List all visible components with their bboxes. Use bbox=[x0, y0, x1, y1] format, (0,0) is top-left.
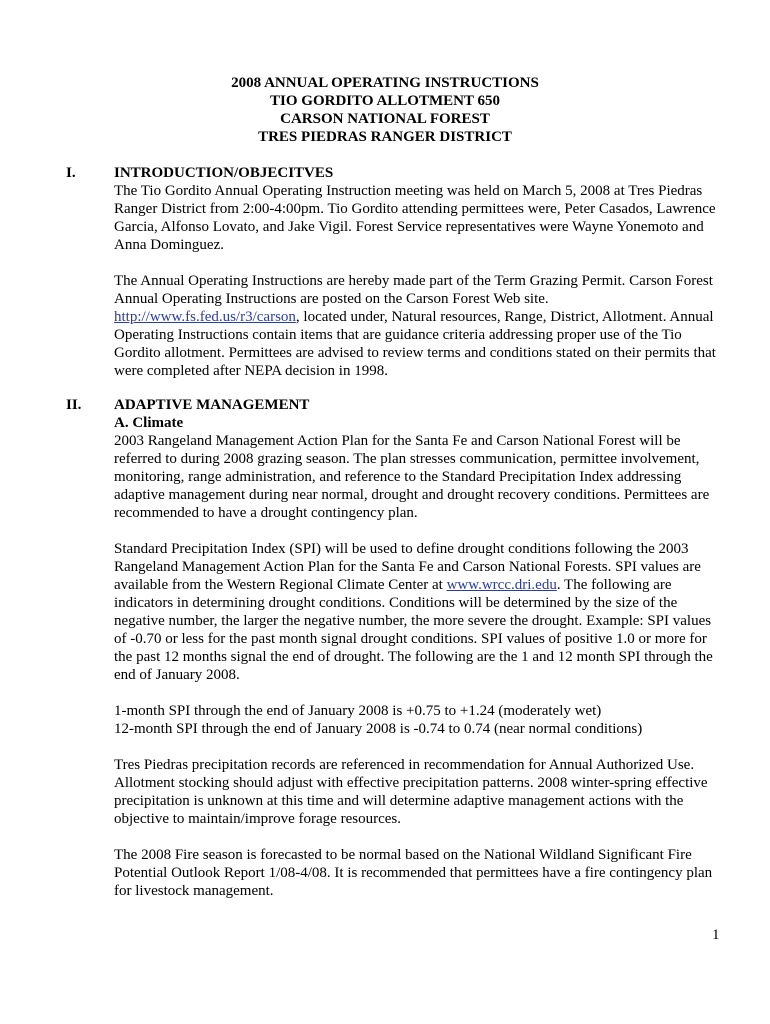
spi-12-month: 12-month SPI through the end of January 2008 is -0.74 to 0.74 (near normal conditions) bbox=[114, 721, 643, 737]
section-number: I. bbox=[66, 165, 76, 181]
intro-text-before-link: The Annual Operating Instructions are hereby made part of the Term Grazing Permit. Carson Forest Annual Operating Instructions are posted on the Carson Forest Web site. bbox=[114, 273, 713, 307]
section-number: II. bbox=[66, 397, 82, 413]
climate-paragraph-precipitation: Tres Piedras precipitation records are referenced in recommendation for Annual Authorized Use. Allotment stocking should adjust with effective precipitation patterns. 2008 winter-spring effective precipitation is unknown at this time and will determine adaptive management actions with the objective to maintain/improve forage resources. bbox=[114, 757, 708, 827]
climate-paragraph-spi bbox=[114, 540, 726, 684]
title-line-4: TRES PIEDRAS RANGER DISTRICT bbox=[258, 129, 512, 145]
title-line-3: CARSON NATIONAL FOREST bbox=[280, 111, 490, 127]
intro-paragraph-meeting: The Tio Gordito Annual Operating Instruction meeting was held on March 5, 2008 at Tres Piedras Ranger District from 2:00-4:00pm. Tio Gordito attending permittees were, Peter Casados, Lawrence Garcia, Alfonso Lovato, and Jake Vigil. Forest Service representatives were Wayne Yonemoto and Anna Dominguez. bbox=[114, 183, 716, 253]
title-line-2: TIO GORDITO ALLOTMENT 650 bbox=[270, 93, 500, 109]
section-body bbox=[114, 164, 726, 398]
subheading-climate: A. Climate bbox=[114, 415, 184, 431]
carson-forest-link[interactable]: http://www.fs.fed.us/r3/carson bbox=[114, 309, 296, 325]
page-number: 1 bbox=[712, 927, 720, 943]
climate-paragraph-plan: 2003 Rangeland Management Action Plan for the Santa Fe and Carson National Forest will be referred to during 2008 grazing season. The plan stresses communication, permittee involvement, monitoring, range administration, and reference to the Standard Precipitation Index addressing adaptive management during near normal, drought and drought recovery conditions. Permittees are recommended to have a drought contingency plan. bbox=[114, 433, 710, 521]
section-heading: INTRODUCTION/OBJECITVES bbox=[114, 165, 334, 181]
intro-text-after-link: , located under, Natural resources, Range, District, Allotment. Annual Operating Instructions contain items that are guidance criteria addressing proper use of the Tio Gordito allotment. Permittees are advised to review terms and conditions stated on their permits that were completed after NEPA decision in 1998. bbox=[114, 309, 716, 379]
climate-paragraph-fire: The 2008 Fire season is forecasted to be normal based on the National Wildland Significant Fire Potential Outlook Report 1/08-4/08. It is recommended that permittees have a fire contingency plan for livestock management. bbox=[114, 847, 713, 899]
document-title bbox=[0, 74, 770, 146]
intro-paragraph-website bbox=[114, 272, 726, 380]
spi-text-before-link: Standard Precipitation Index (SPI) will be used to define drought conditions following the 2003 Rangeland Management Action Plan for the Santa Fe and Carson National Forests. SPI values are available from the Western Regional Climate Center at bbox=[114, 541, 701, 593]
section-heading: ADAPTIVE MANAGEMENT bbox=[114, 397, 310, 413]
title-line-1: 2008 ANNUAL OPERATING INSTRUCTIONS bbox=[231, 75, 539, 91]
wrcc-link[interactable]: www.wrcc.dri.edu bbox=[446, 577, 557, 593]
spi-1-month: 1-month SPI through the end of January 2008 is +0.75 to +1.24 (moderately wet) bbox=[114, 703, 602, 719]
section-body bbox=[114, 396, 726, 918]
spi-text-after-link: . The following are indicators in determining drought conditions. Conditions will be determined by the size of the negative number, the larger the negative number, the more severe the drought. Example: SPI values of -0.70 or less for the past month signal drought conditions. SPI values of positive 1.0 or more for the past 12 months signal the end of drought. The following are the 1 and 12 month SPI through the end of January 2008. bbox=[114, 577, 713, 683]
